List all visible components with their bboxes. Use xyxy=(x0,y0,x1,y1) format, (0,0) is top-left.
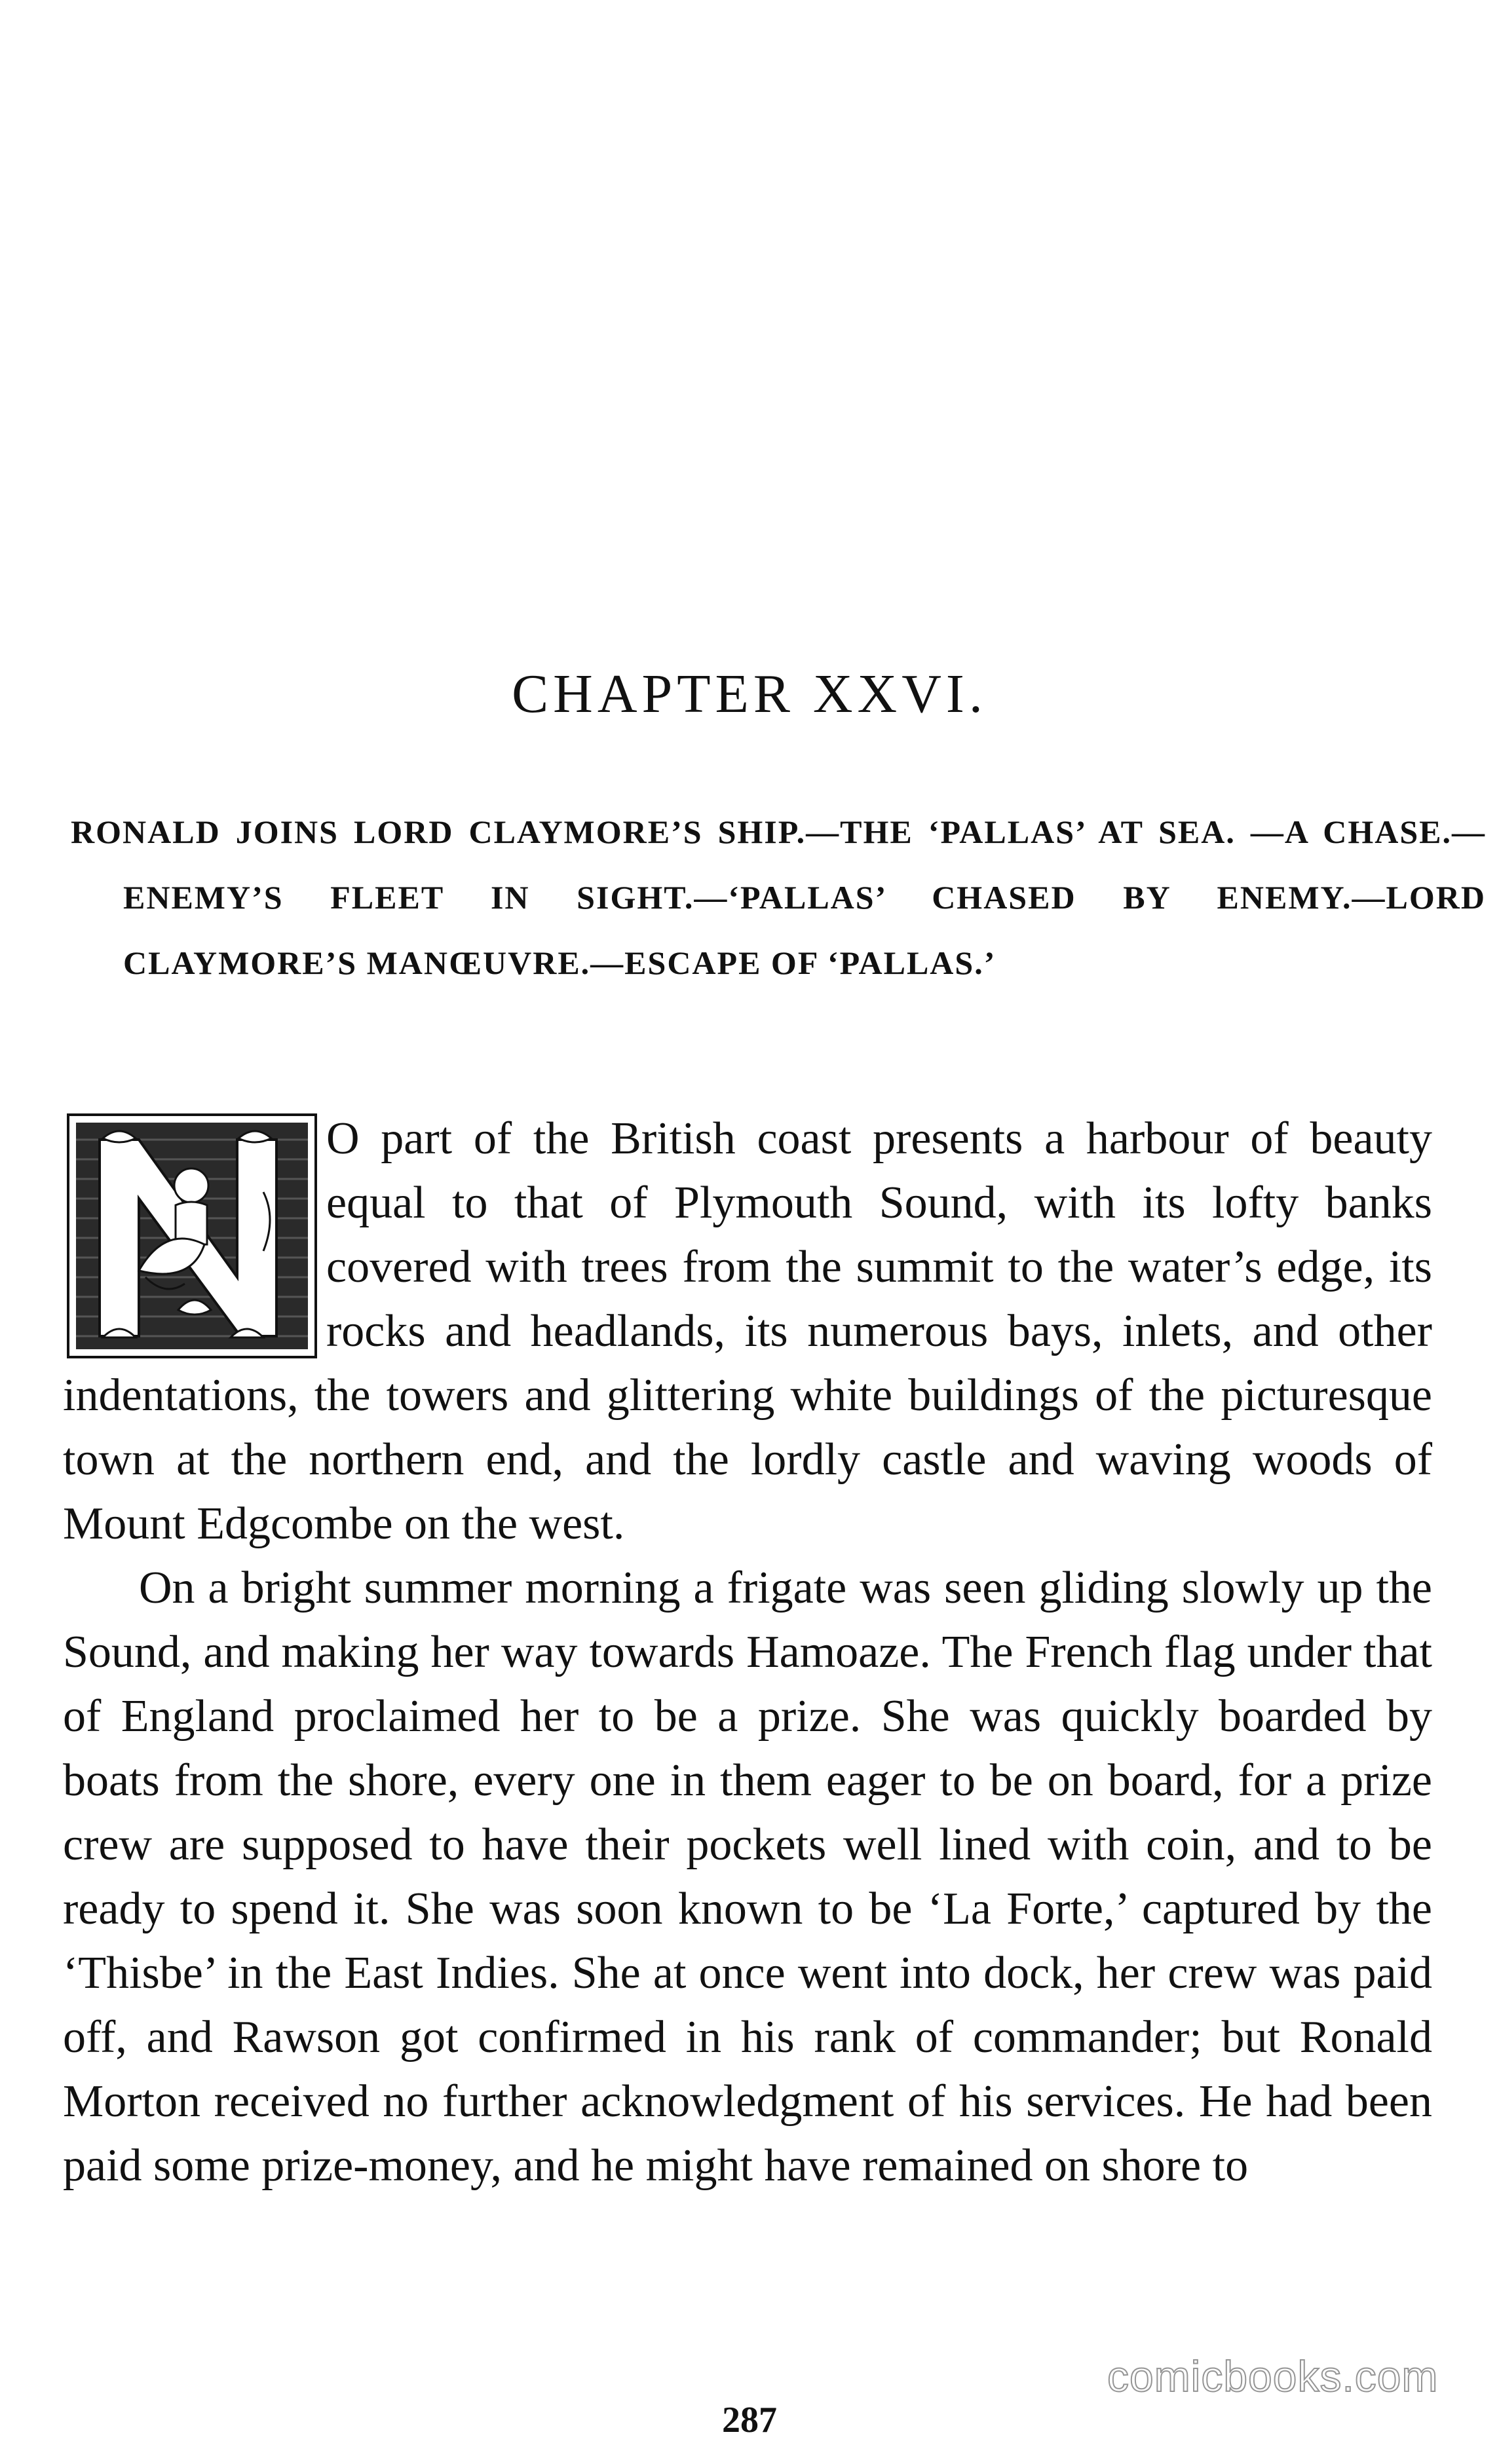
chapter-title: CHAPTER XXVI. xyxy=(512,663,987,724)
paragraph-2: On a bright summer morning a frigate was seen gliding slowly up the Sound, and making her way towards Hamoaze. The French flag under that of England proclaimed her to be a prize. She was quickly boarded by boats from the shore, every one in them eager to be on board, for a prize crew are supposed to have their pockets well lined with coin, and to be ready to spend it. She was soon known to be ‘La Forte,’ captured by the ‘Thisbe’ in the East Indies. She at once went into dock, her crew was paid off, and Rawson got confirmed in his rank of commander; but Ronald Morton received no further acknowledgment of his services. He had been paid some prize-money, and he might have remained on shore to xyxy=(63,1563,1432,2191)
dropcap-illustration xyxy=(67,1113,317,1358)
page-number: 287 xyxy=(722,2400,777,2440)
paragraph-1: O part of the British coast presents a harbour of beauty equal to that of Plymouth Sound, with its lofty banks covered with trees from the summit to the water’s edge, its rocks and headlands, its numerous bays, inlets, and other indentations, the towers and glittering white buildings of the picturesque town at the northern end, and the lordly castle and waving woods of Mount Edgcombe on the west. xyxy=(63,1113,1432,1549)
body-text xyxy=(63,1107,1432,2198)
watermark-logo: comicbooks.com xyxy=(1107,2352,1439,2400)
chapter-summary: RONALD JOINS LORD CLAYMORE’S SHIP.—THE ‘PALLAS’ AT SEA. —A CHASE.—ENEMY’S FLEET IN SIGHT.—‘PALLAS’ CHASED BY ENEMY.—LORD CLAYMORE’S MANŒUVRE.—ESCAPE OF ‘PALLAS.’ xyxy=(71,813,1486,981)
